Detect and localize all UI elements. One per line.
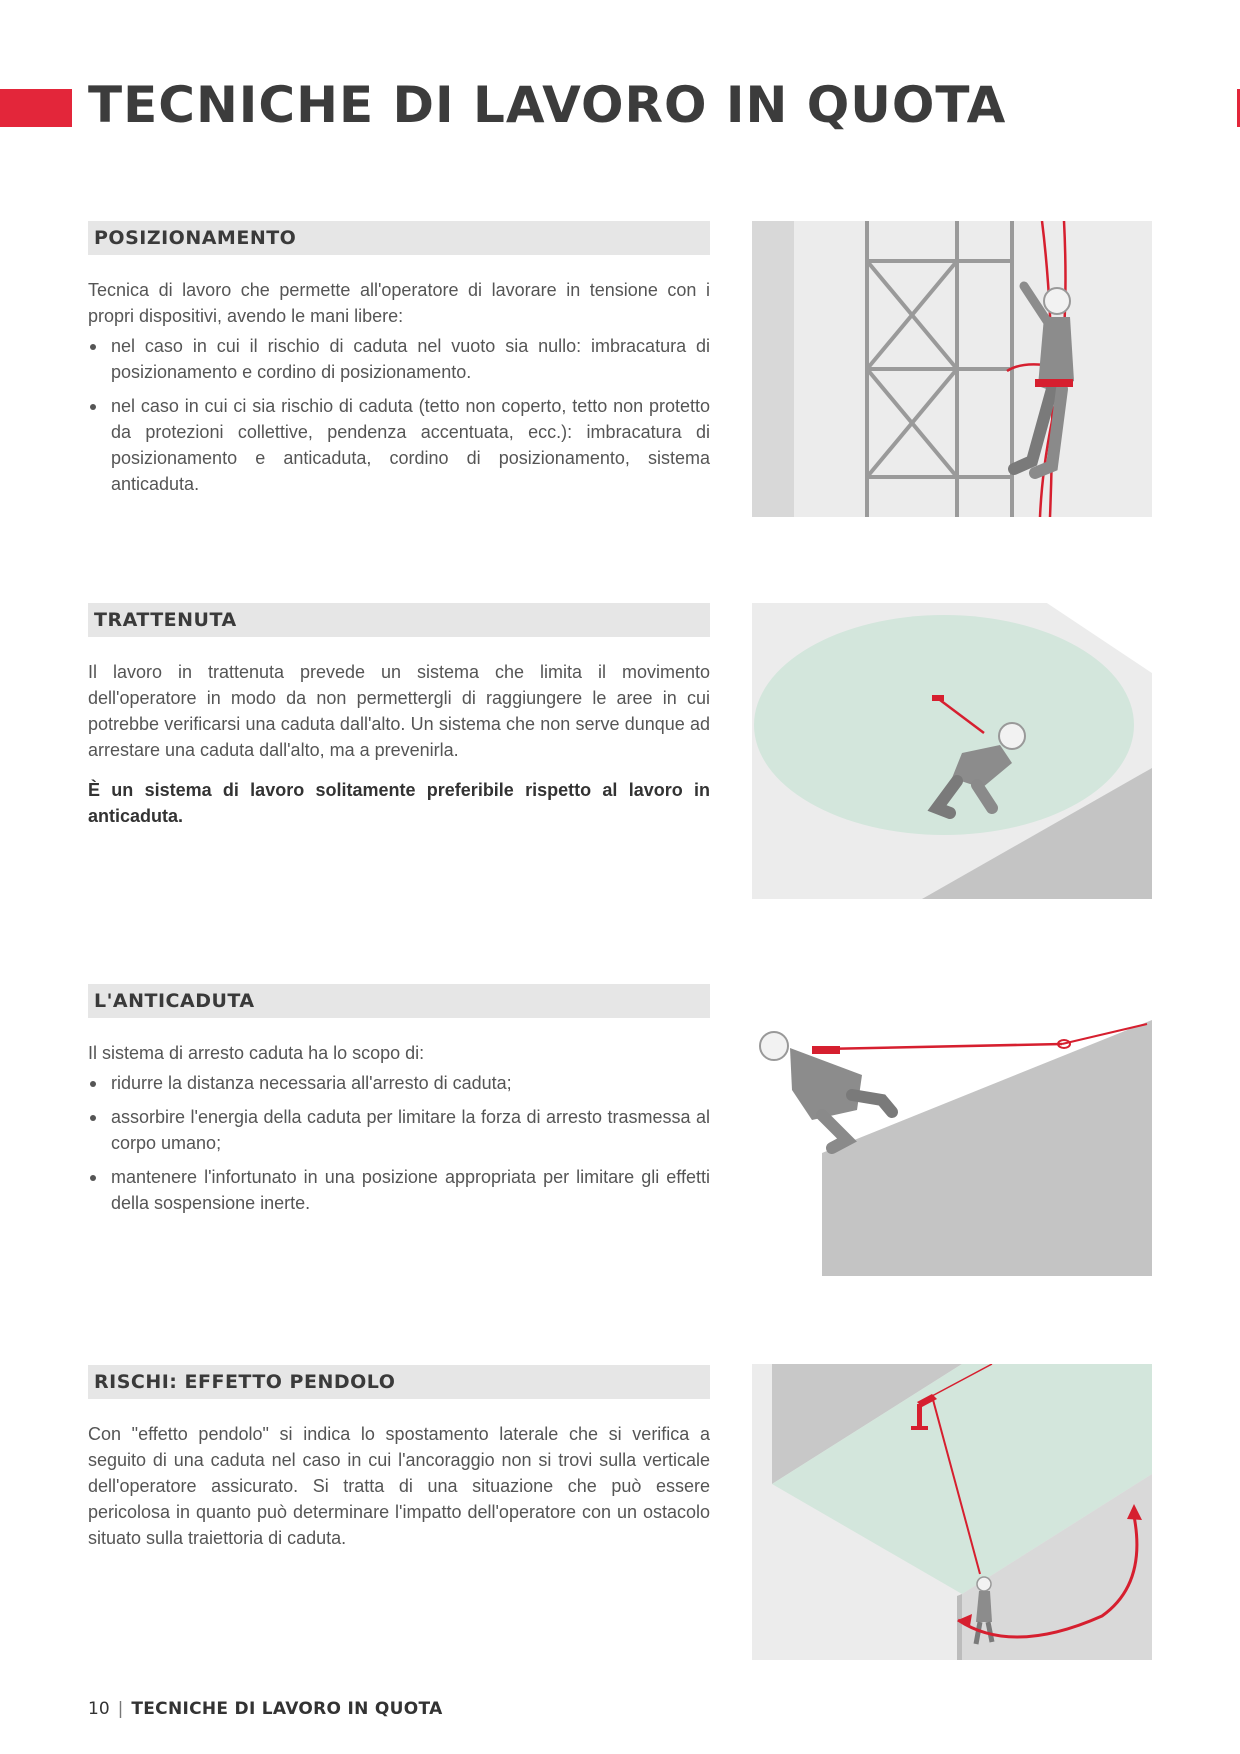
page-footer [88, 1699, 443, 1719]
section-paragraph: Il lavoro in trattenuta prevede un sistema che limita il movimento dell'operatore in modo da non permettergli di raggiungere le aree in cui potrebbe verificarsi una caduta dall'alto. Un sistema che non serve dunque ad arrestare una caduta dall'alto, ma a prevenirla. [88, 662, 710, 760]
section-body [88, 1040, 710, 1216]
section-heading: L'ANTICADUTA [88, 984, 710, 1018]
illustration-fall-arrest [752, 1020, 1152, 1316]
section-bold-note: È un sistema di lavoro solitamente preferibile rispetto al lavoro in anticaduta. [88, 780, 710, 826]
footer-title: TECNICHE DI LAVORO IN QUOTA [131, 1699, 443, 1719]
footer-separator: | [117, 1699, 124, 1719]
section-heading: POSIZIONAMENTO [88, 221, 710, 255]
section-intro: Il sistema di arresto caduta ha lo scopo di: [88, 1043, 425, 1063]
bullet-list [88, 333, 710, 497]
page-title: TECNICHE DI LAVORO IN QUOTA [88, 76, 1007, 134]
list-item: ridurre la distanza necessaria all'arresto di caduta; [88, 1070, 710, 1096]
list-item: nel caso in cui il rischio di caduta nel vuoto sia nullo: imbracatura di posizionamento e cordino di posizionamento. [88, 333, 710, 385]
section-posizionamento [88, 221, 710, 505]
illustration-restraint [752, 603, 1152, 899]
section-intro: Tecnica di lavoro che permette all'operatore di lavorare in tensione con i propri dispositivi, avendo le mani libere: [88, 280, 710, 326]
list-item: mantenere l'infortunato in una posizione appropriata per limitare gli effetti della sospensione inerte. [88, 1164, 710, 1216]
section-body [88, 277, 710, 497]
illustration-pendulum-effect [752, 1364, 1152, 1660]
page-number: 10 [88, 1699, 110, 1719]
title-accent-bar [0, 89, 72, 127]
section-body [88, 1421, 710, 1551]
list-item: assorbire l'energia della caduta per limitare la forza di arresto trasmessa al corpo umano; [88, 1104, 710, 1156]
list-item: nel caso in cui ci sia rischio di caduta (tetto non coperto, tetto non protetto da protezioni collettive, pendenza accentuata, ecc.): imbracatura di posizionamento e anticaduta, cordino di posizionamento, sistema anticaduta. [88, 393, 710, 497]
section-anticaduta [88, 984, 710, 1224]
illustration-tower-positioning [752, 221, 1152, 517]
bullet-list [88, 1070, 710, 1216]
section-body [88, 659, 710, 829]
section-heading: TRATTENUTA [88, 603, 710, 637]
section-heading: RISCHI: EFFETTO PENDOLO [88, 1365, 710, 1399]
section-paragraph: Con "effetto pendolo" si indica lo spostamento laterale che si verifica a seguito di una caduta nel caso in cui l'ancoraggio non si trovi sulla verticale dell'operatore assicurato. Si tratta di una situazione che può essere pericolosa in quanto può determinare l'impatto dell'operatore con un ostacolo situato sulla traiettoria di caduta. [88, 1424, 710, 1548]
section-trattenuta [88, 603, 710, 843]
section-effetto-pendolo [88, 1365, 710, 1565]
